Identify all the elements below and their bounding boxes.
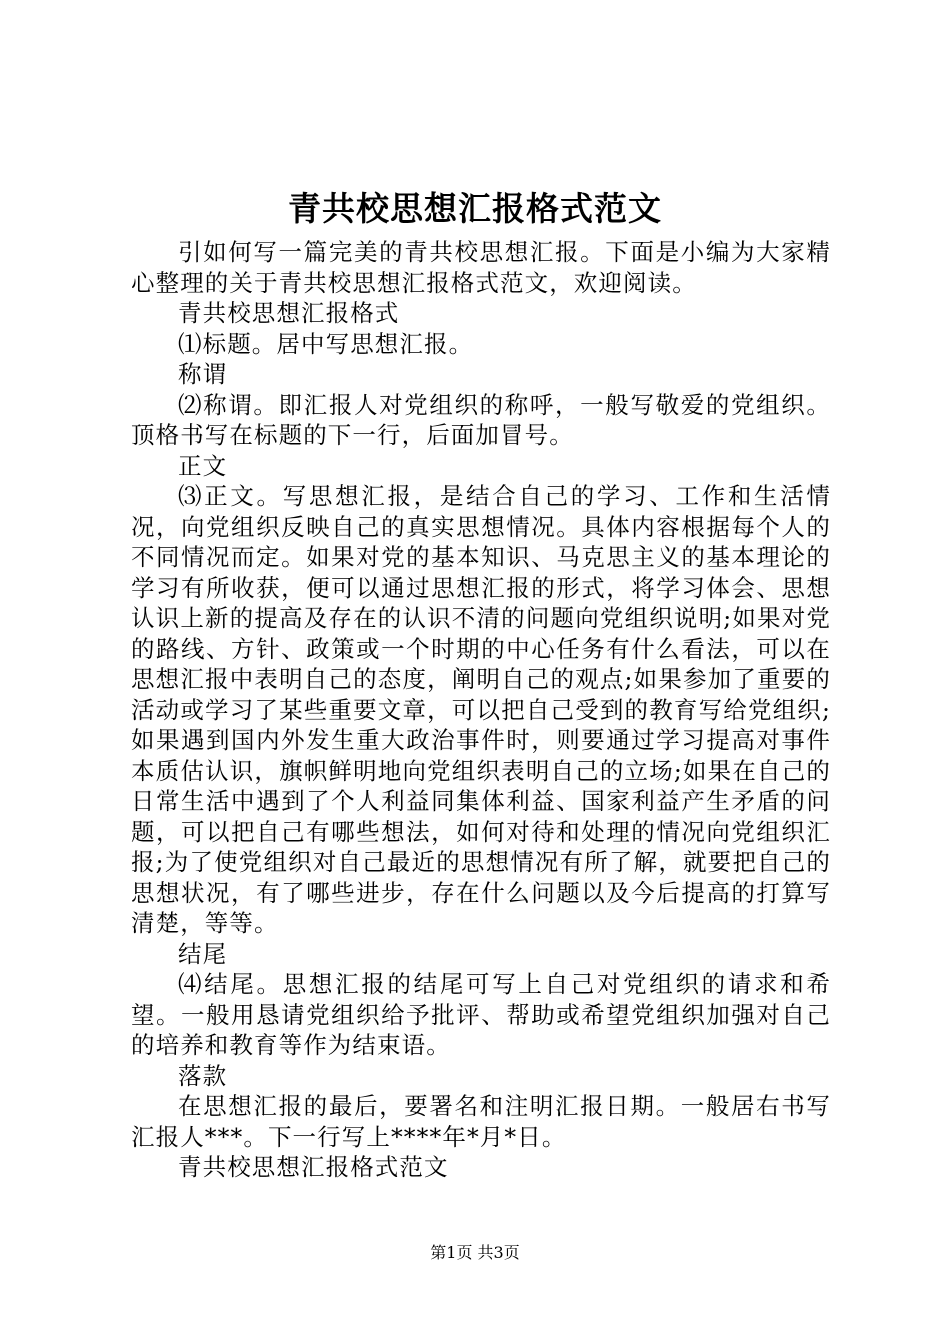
paragraph-heading-signature: 落款 bbox=[178, 1061, 228, 1090]
paragraph-signature-rule: 在思想汇报的最后，要署名和注明汇报日期。一般居右书写汇报人***。下一行写上****年*月*日。 bbox=[131, 1092, 831, 1151]
paragraph-heading-salutation: 称谓 bbox=[178, 360, 228, 388]
paragraph-ending-rule: ⑷结尾。思想汇报的结尾可写上自己对党组织的请求和希望。一般用恳请党组织给予批评、帮助或希望党组织加强对自己的培养和教育等作为结束语。 bbox=[131, 970, 831, 1059]
paragraph-salutation-rule: ⑵称谓。即汇报人对党组织的称呼，一般写敬爱的党组织。顶格书写在标题的下一行，后面加冒号。 bbox=[131, 390, 831, 449]
paragraph-heading-ending: 结尾 bbox=[178, 939, 228, 968]
paragraph-heading-body: 正文 bbox=[178, 451, 228, 480]
page-footer: 第1页 共3页 bbox=[430, 1243, 520, 1262]
paragraph-heading-format: 青共校思想汇报格式 bbox=[178, 299, 400, 327]
paragraph-heading-sample: 青共校思想汇报格式范文 bbox=[178, 1153, 449, 1181]
paragraph-intro: 引如何写一篇完美的青共校思想汇报。下面是小编为大家精心整理的关于青共校思想汇报格式范文，欢迎阅读。 bbox=[131, 238, 831, 297]
paragraph-body-rule: ⑶正文。写思想汇报，是结合自己的学习、工作和生活情况，向党组织反映自己的真实思想情况。具体内容根据每个人的不同情况而定。如果对党的基本知识、马克思主义的基本理论的学习有所收获，便可以通过思想汇报的形式，将学习体会、思想认识上新的提高及存在的认识不清的问题向党组织说明;如果对党的路线、方针、政策或一个时期的中心任务有什么看法，可以在思想汇报中表明自己的态度，阐明自己的观点;如果参加了重要的活动或学习了某些重要文章，可以把自己受到的教育写给党组织;如果遇到国内外发生重大政治事件时，则要通过学习提高对事件本质估认识，旗帜鲜明地向党组织表明自己的立场;如果在自己的日常生活中遇到了个人利益同集体利益、国家利益产生矛盾的问题，可以把自己有哪些想法，如何对待和处理的情况向党组织汇报;为了使党组织对自己最近的思想情况有所了解，就要把自己的思想状况，有了哪些进步，存在什么问题以及今后提高的打算写清楚，等等。 bbox=[131, 482, 831, 937]
paragraph-title-rule: ⑴标题。居中写思想汇报。 bbox=[178, 329, 474, 358]
document-body bbox=[131, 237, 831, 1183]
document-title: 青共校思想汇报格式范文 bbox=[288, 189, 662, 228]
